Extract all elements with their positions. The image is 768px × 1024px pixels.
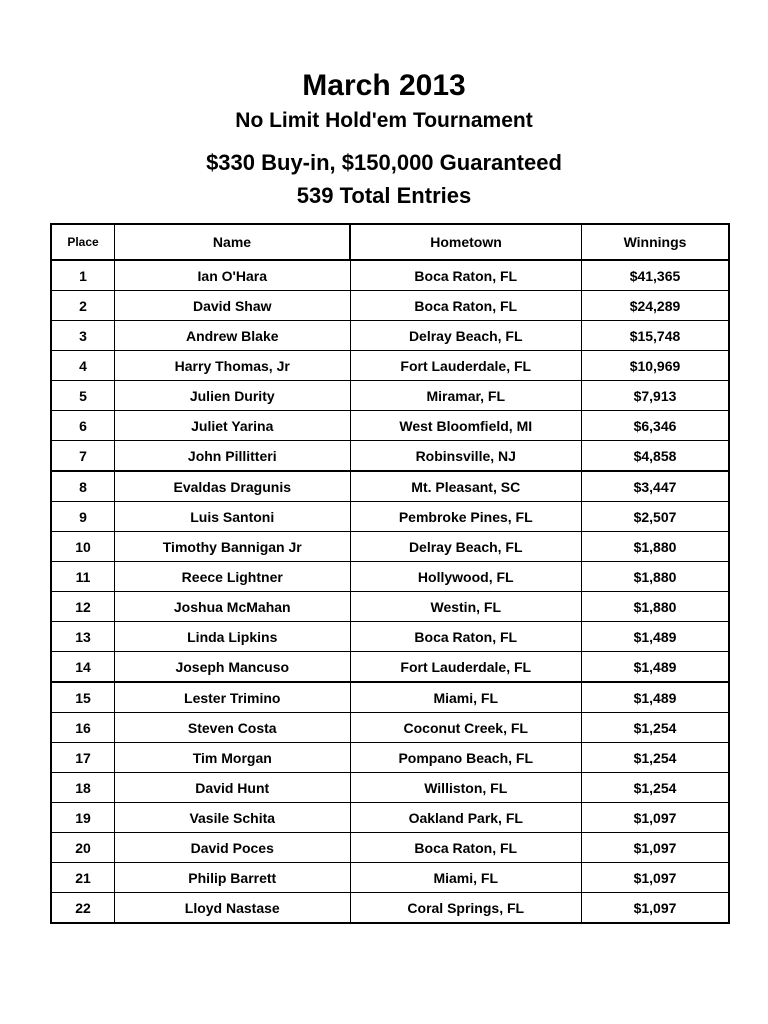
cell-name: Joshua McMahan — [115, 592, 351, 622]
cell-hometown: Westin, FL — [350, 592, 582, 622]
tournament-subtitle: No Limit Hold'em Tournament — [235, 109, 533, 132]
results-table — [50, 223, 730, 924]
table-row — [51, 411, 729, 441]
cell-name: David Shaw — [115, 291, 351, 321]
cell-winnings: $1,254 — [582, 773, 730, 803]
cell-place: 9 — [51, 502, 115, 532]
cell-hometown: West Bloomfield, MI — [350, 411, 582, 441]
table-row — [51, 532, 729, 562]
cell-hometown: Pompano Beach, FL — [350, 743, 582, 773]
cell-winnings: $10,969 — [582, 351, 730, 381]
cell-hometown: Delray Beach, FL — [350, 532, 582, 562]
table-row — [51, 893, 729, 924]
cell-winnings: $1,254 — [582, 713, 730, 743]
cell-hometown: Hollywood, FL — [350, 562, 582, 592]
table-row — [51, 682, 729, 713]
cell-hometown: Williston, FL — [350, 773, 582, 803]
cell-place: 18 — [51, 773, 115, 803]
cell-hometown: Miami, FL — [350, 682, 582, 713]
cell-name: Lloyd Nastase — [115, 893, 351, 924]
cell-winnings: $41,365 — [582, 260, 730, 291]
cell-winnings: $1,489 — [582, 652, 730, 683]
cell-winnings: $7,913 — [582, 381, 730, 411]
page-title: March 2013 — [302, 69, 466, 102]
cell-winnings: $1,097 — [582, 893, 730, 924]
cell-name: Philip Barrett — [115, 863, 351, 893]
table-row — [51, 863, 729, 893]
cell-place: 8 — [51, 471, 115, 502]
cell-place: 21 — [51, 863, 115, 893]
cell-name: Joseph Mancuso — [115, 652, 351, 683]
cell-winnings: $1,097 — [582, 803, 730, 833]
cell-place: 2 — [51, 291, 115, 321]
cell-place: 22 — [51, 893, 115, 924]
cell-place: 3 — [51, 321, 115, 351]
cell-place: 20 — [51, 833, 115, 863]
cell-winnings: $1,880 — [582, 592, 730, 622]
cell-hometown: Miami, FL — [350, 863, 582, 893]
cell-place: 10 — [51, 532, 115, 562]
cell-name: Tim Morgan — [115, 743, 351, 773]
table-row — [51, 471, 729, 502]
table-row — [51, 803, 729, 833]
table-row — [51, 260, 729, 291]
table-row — [51, 622, 729, 652]
cell-place: 4 — [51, 351, 115, 381]
entries-line: 539 Total Entries — [296, 183, 472, 208]
cell-winnings: $1,880 — [582, 532, 730, 562]
cell-winnings: $2,507 — [582, 502, 730, 532]
cell-name: Andrew Blake — [115, 321, 351, 351]
cell-place: 1 — [51, 260, 115, 291]
table-row — [51, 351, 729, 381]
cell-winnings: $1,097 — [582, 833, 730, 863]
header-row — [51, 224, 729, 260]
cell-name: Vasile Schita — [115, 803, 351, 833]
cell-winnings: $15,748 — [582, 321, 730, 351]
table-row — [51, 502, 729, 532]
cell-hometown: Boca Raton, FL — [350, 622, 582, 652]
cell-winnings: $1,489 — [582, 682, 730, 713]
cell-winnings: $1,880 — [582, 562, 730, 592]
cell-name: Ian O'Hara — [115, 260, 351, 291]
column-header-winnings: Winnings — [582, 224, 730, 260]
cell-name: Evaldas Dragunis — [115, 471, 351, 502]
cell-hometown: Fort Lauderdale, FL — [350, 652, 582, 683]
cell-name: Linda Lipkins — [115, 622, 351, 652]
cell-winnings: $1,254 — [582, 743, 730, 773]
cell-place: 13 — [51, 622, 115, 652]
cell-hometown: Fort Lauderdale, FL — [350, 351, 582, 381]
cell-hometown: Mt. Pleasant, SC — [350, 471, 582, 502]
results-body — [51, 260, 729, 923]
column-header-hometown: Hometown — [350, 224, 582, 260]
cell-winnings: $1,097 — [582, 863, 730, 893]
cell-hometown: Robinsville, NJ — [350, 441, 582, 472]
cell-hometown: Boca Raton, FL — [350, 833, 582, 863]
cell-name: Juliet Yarina — [115, 411, 351, 441]
table-row — [51, 291, 729, 321]
table-row — [51, 713, 729, 743]
cell-name: Lester Trimino — [115, 682, 351, 713]
cell-place: 5 — [51, 381, 115, 411]
column-header-name: Name — [115, 224, 351, 260]
cell-hometown: Coconut Creek, FL — [350, 713, 582, 743]
cell-hometown: Boca Raton, FL — [350, 260, 582, 291]
cell-winnings: $24,289 — [582, 291, 730, 321]
cell-place: 11 — [51, 562, 115, 592]
cell-winnings: $3,447 — [582, 471, 730, 502]
cell-place: 19 — [51, 803, 115, 833]
cell-name: Timothy Bannigan Jr — [115, 532, 351, 562]
table-row — [51, 652, 729, 683]
cell-winnings: $6,346 — [582, 411, 730, 441]
cell-place: 12 — [51, 592, 115, 622]
cell-name: Julien Durity — [115, 381, 351, 411]
cell-hometown: Boca Raton, FL — [350, 291, 582, 321]
cell-name: John Pillitteri — [115, 441, 351, 472]
table-row — [51, 441, 729, 472]
table-row — [51, 592, 729, 622]
table-row — [51, 773, 729, 803]
cell-name: Harry Thomas, Jr — [115, 351, 351, 381]
table-row — [51, 321, 729, 351]
cell-hometown: Miramar, FL — [350, 381, 582, 411]
cell-winnings: $1,489 — [582, 622, 730, 652]
cell-place: 7 — [51, 441, 115, 472]
cell-place: 16 — [51, 713, 115, 743]
cell-name: David Hunt — [115, 773, 351, 803]
cell-place: 14 — [51, 652, 115, 683]
cell-hometown: Pembroke Pines, FL — [350, 502, 582, 532]
cell-name: Reece Lightner — [115, 562, 351, 592]
cell-place: 17 — [51, 743, 115, 773]
cell-place: 15 — [51, 682, 115, 713]
table-row — [51, 562, 729, 592]
buyin-line: $330 Buy-in, $150,000 Guaranteed — [206, 150, 562, 175]
table-row — [51, 833, 729, 863]
cell-name: David Poces — [115, 833, 351, 863]
table-row — [51, 743, 729, 773]
cell-hometown: Delray Beach, FL — [350, 321, 582, 351]
cell-winnings: $4,858 — [582, 441, 730, 472]
column-header-place: Place — [51, 224, 115, 260]
cell-hometown: Coral Springs, FL — [350, 893, 582, 924]
cell-name: Luis Santoni — [115, 502, 351, 532]
table-row — [51, 381, 729, 411]
cell-place: 6 — [51, 411, 115, 441]
cell-hometown: Oakland Park, FL — [350, 803, 582, 833]
cell-name: Steven Costa — [115, 713, 351, 743]
